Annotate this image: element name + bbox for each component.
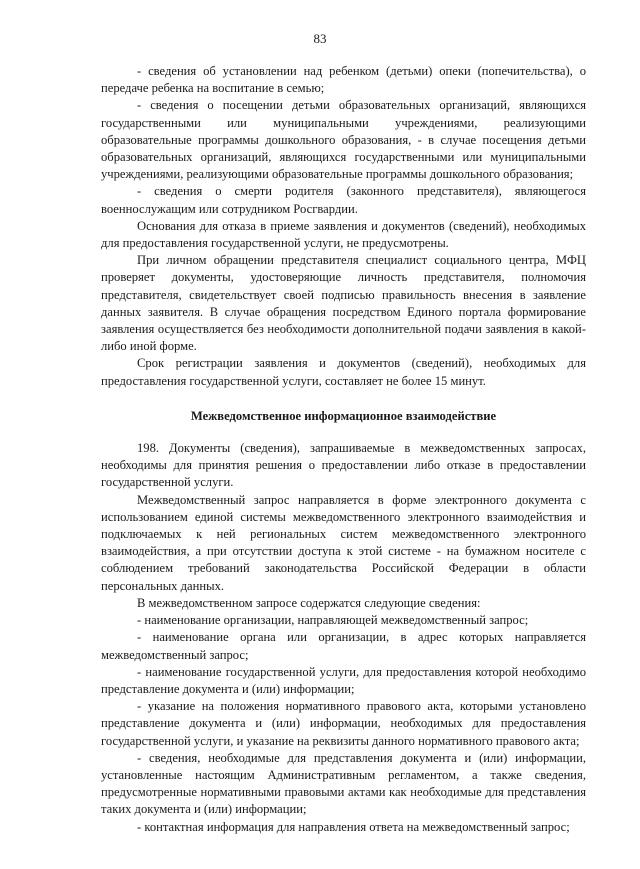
paragraph: В межведомственном запросе содержатся следующие сведения: (137, 595, 481, 610)
paragraph: При личном обращении представителя специалист социального центра, МФЦ проверяет документы, удостоверяющие личность представителя, полномочия представителя, свидетельствует своей подписью правильность внесения в заявление данных заявителя. В случае обращения посредством Единого портала формирование заявления осуществляется без необходимости дополнительной подачи заявления в какой-либо иной форме. (101, 253, 586, 354)
paragraph: 198. Документы (сведения), запрашиваемые в межведомственных запросах, необходимы для принятия решения о предоставлении либо отказе в предоставлении государственной услуги. (101, 441, 586, 490)
paragraph: - сведения об установлении над ребенком (детьми) опеки (попечительства), о передаче ребенка на воспитание в семью; (101, 64, 586, 96)
paragraph: Основания для отказа в приеме заявления и документов (сведений), необходимых для предоставления государственной услуги, не предусмотрены. (101, 218, 586, 251)
paragraph: - наименование органа или организации, в адрес которых направляется межведомственный запрос; (101, 630, 586, 662)
paragraph: - контактная информация для направления ответа на межведомственный запрос; (137, 819, 570, 834)
document-body (101, 63, 586, 836)
paragraph: - наименование организации, направляющей межведомственный запрос; (137, 613, 529, 628)
paragraph: - сведения о смерти родителя (законного представителя), являющегося военнослужащим или сотрудником Росгвардии. (101, 184, 586, 216)
paragraph: - наименование государственной услуги, для предоставления которой необходимо представление документа и (или) информации; (101, 664, 586, 696)
paragraph: - сведения о посещении детьми образовательных организаций, являющихся государственными или муниципальными учреждениями, реализующими образовательные программы дошкольного образования, - в случае посещения детьми образовательных организаций, являющихся государственными или муниципальными учреждениями, реализующими образовательные программы дошкольного образования; (101, 98, 586, 182)
page-number: 83 (313, 31, 327, 46)
paragraph: - сведения, необходимые для представления документа и (или) информации, установленные настоящим Административным регламентом, а также сведения, предусмотренные нормативными правовыми актами как необходимые для представления таких документа и (или) информации; (101, 750, 586, 817)
paragraph: Срок регистрации заявления и документов (сведений), необходимых для предоставления государственной услуги, составляет не более 15 минут. (101, 356, 586, 388)
section-heading: Межведомственное информационное взаимодействие (190, 408, 497, 423)
paragraph: Межведомственный запрос направляется в форме электронного документа с использованием единой системы межведомственного электронного взаимодействия и подключаемых к ней региональных систем межведомственного электронного взаимодействия, а при отсутствии доступа к этой системе - на бумажном носителе с соблюдением требований законодательства Российской Федерации в области персональных данных. (101, 492, 586, 593)
paragraph: - указание на положения нормативного правового акта, которыми установлено представление документа и (или) информации, необходимых для предоставления государственной услуги, и указание на реквизиты данного нормативного правового акта; (101, 699, 586, 748)
